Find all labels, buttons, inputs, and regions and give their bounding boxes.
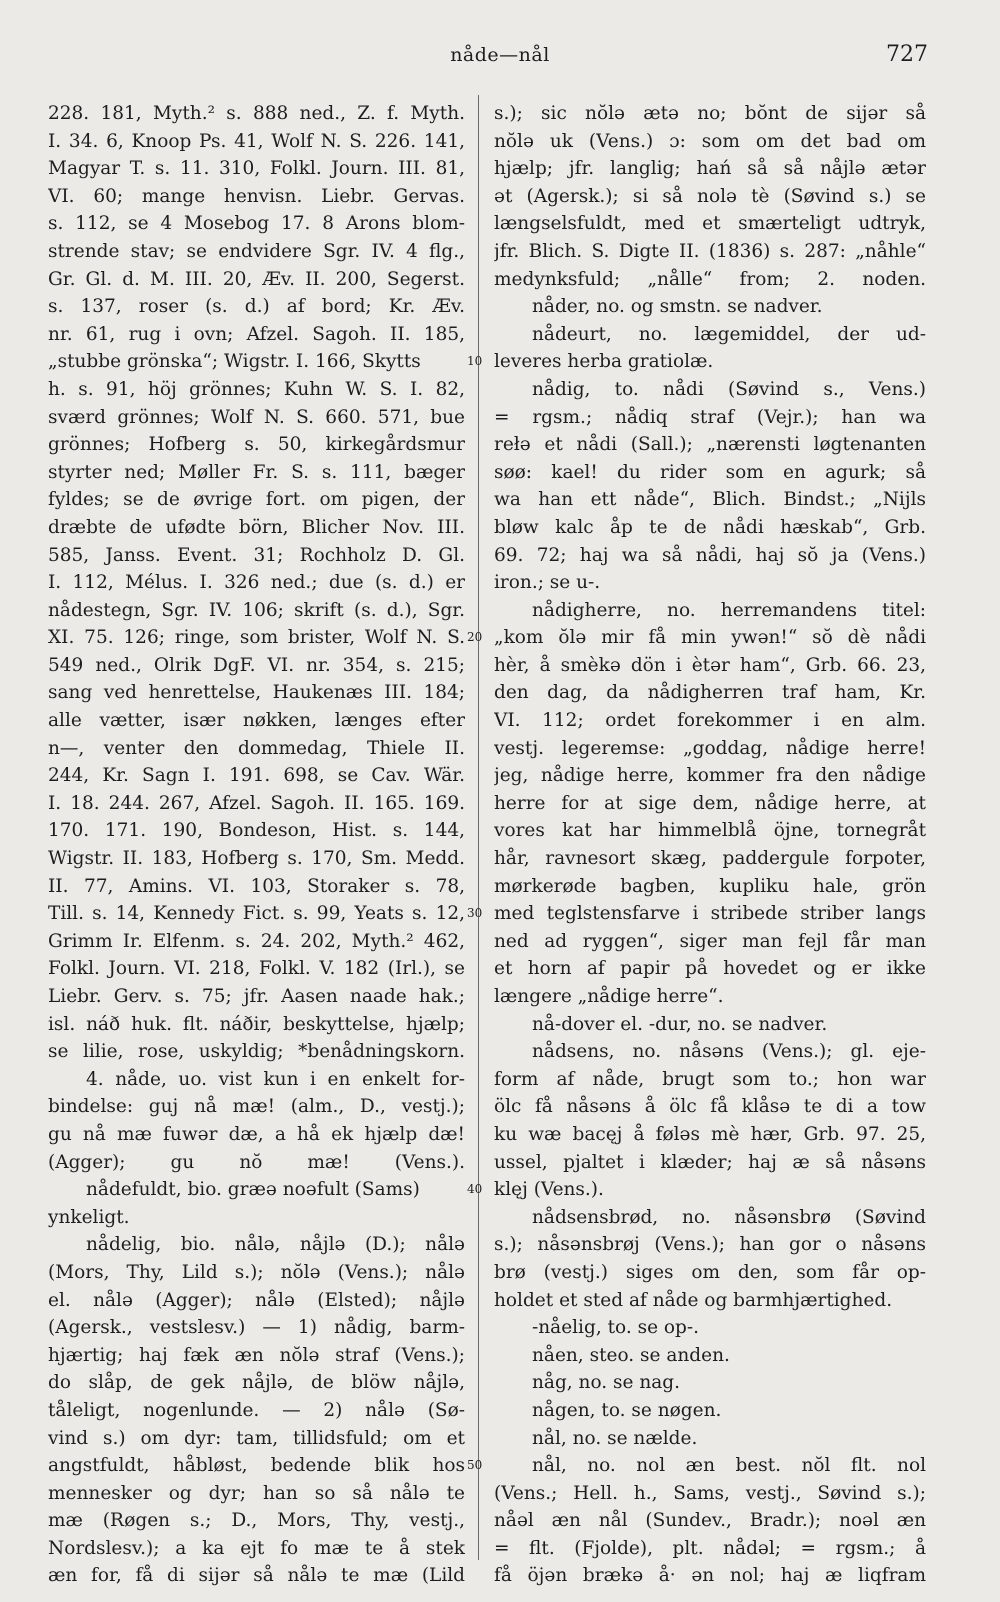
right-column-line: nål, no. se nælde. xyxy=(532,1427,698,1449)
left-column-line: el. nålə (Agger); nålə (Elsted); nåjlə xyxy=(48,1289,465,1311)
left-column-line: hjærtig; haj fæk æn nŏlə straf (Vens.); xyxy=(48,1344,465,1366)
left-column-line: styrter ned; Møller Fr. S. s. 111, bæger xyxy=(48,461,465,483)
right-column-line: længere „nådige herre“. xyxy=(494,986,724,1007)
left-column-line: Till. s. 14, Kennedy Fict. s. 99, Yeats s. 12, xyxy=(48,903,465,925)
right-column-line: = rgsm.; nådiq straf (Vejr.); han wa xyxy=(494,406,926,428)
right-column-line: nåen, steo. se anden. xyxy=(532,1344,730,1366)
right-column-line: form af nåde, brugt som to.; hon war xyxy=(494,1068,926,1090)
page-number: 727 xyxy=(886,42,928,67)
left-column-line: I. 112, Mélus. I. 326 ned.; due (s. d.) er xyxy=(48,572,465,594)
right-column-line: ət (Agersk.); si så nolə tè (Søvind s.) se xyxy=(494,185,926,207)
right-column-line: vores kat har himmelblå öjne, tornegråt xyxy=(494,820,926,842)
left-column-line: dræbte de ufødte börn, Blicher Nov. III. xyxy=(48,516,465,538)
left-column-line: ynkeligt. xyxy=(48,1206,130,1228)
right-column-line: hjælp; jfr. langlig; hań så så nåjlə ætər xyxy=(494,158,926,180)
left-column-line: (Agersk., vestslesv.) — 1) nådig, barm- xyxy=(48,1317,465,1339)
left-column-line: tåleligt, nogenlunde. — 2) nålə (Sø- xyxy=(48,1399,465,1421)
right-column-line: nåder, no. og smstn. se nadver. xyxy=(532,296,823,318)
left-column-line: angstfuldt, håbløst, bedende blik hos xyxy=(48,1455,465,1477)
right-column-line: nå-dover el. -dur, no. se nadver. xyxy=(532,1013,828,1035)
right-column-line: længselsfuldt, med et smærteligt udtryk, xyxy=(494,213,926,235)
right-column-line: ku wæ bacęj å føləs mè hær, Grb. 97. 25, xyxy=(494,1123,926,1145)
left-column-line: strende stav; se endvidere Sgr. IV. 4 flg., xyxy=(48,240,465,262)
right-column-line: herre for at sige dem, nådige herre, at xyxy=(494,792,926,814)
left-column-line: II. 77, Amins. VI. 103, Storaker s. 78, xyxy=(48,875,465,897)
left-column-line: s. 112, se 4 Mosebog 17. 8 Arons blom- xyxy=(48,213,465,235)
right-column-line: iron.; se u-. xyxy=(494,572,601,594)
left-column-line: 585, Janss. Event. 31; Rochholz D. Gl. xyxy=(48,544,465,566)
left-column-line: mennesker og dyr; han so så nålə te xyxy=(48,1482,465,1504)
left-column-line: grönnes; Hofberg s. 50, kirkegårdsmur xyxy=(48,434,465,456)
left-column-line: „stubbe grönska“; Wigstr. I. 166, Skytts xyxy=(48,351,421,373)
right-column-line: hår, ravnesort skæg, paddergule forpoter, xyxy=(494,848,926,870)
right-column-line: -nåelig, to. se op-. xyxy=(532,1317,700,1339)
left-column-line: 228. 181, Myth.² s. 888 ned., Z. f. Myth. xyxy=(48,103,465,124)
left-column-line: gu nå mæ fuwər dæ, a hå ek hjælp dæ! xyxy=(48,1123,465,1145)
right-column-line: „kom ŏlə mir få min ywən!“ sŏ dè nådi xyxy=(494,627,926,649)
right-column-line: s.); nåsənsbrøj (Vens.); han gor o nåsəns xyxy=(494,1234,926,1256)
left-column-line: 549 ned., Olrik DgF. VI. nr. 354, s. 215; xyxy=(48,654,465,676)
right-column-line: brø (vestj.) siges om den, som får op- xyxy=(494,1261,926,1283)
left-column-line: (Agger); gu nŏ mæ! (Vens.). xyxy=(48,1151,465,1173)
right-column-line: få öjən brækə å· ən nol; haj æ liqfram xyxy=(494,1565,926,1587)
left-column xyxy=(48,100,465,1590)
right-column-line: søø: kael! du rider som en agurk; så xyxy=(494,461,926,483)
right-column-line: ölc få nåsəns å ölc få klåsə te di a tow xyxy=(494,1096,926,1118)
left-column-line: (Mors, Thy, Lild s.); nŏlə (Vens.); nålə xyxy=(48,1261,465,1283)
right-column-line: et horn af papir på hovedet og er ikke xyxy=(494,958,926,980)
right-column-line: den dag, da nådigherren traf ham, Kr. xyxy=(494,682,926,704)
right-column-line: bløw kalc åp te de nådi hæskab“, Grb. xyxy=(494,516,926,538)
right-column-line: holdet et sted af nåde og barmhjærtighed. xyxy=(494,1289,893,1311)
left-column-line: fyldes; se de øvrige fort. om pigen, der xyxy=(48,489,465,511)
right-column-line: ussel, pjaltet i klæder; haj æ så nåsəns xyxy=(494,1151,926,1173)
line-number: 20 xyxy=(467,630,483,645)
right-column-line: någ, no. se nag. xyxy=(532,1372,681,1394)
right-column-line: VI. 112; ordet forekommer i en alm. xyxy=(494,710,926,732)
right-column-line: s.); sic nŏlə ætə no; bŏnt de sijər så xyxy=(494,103,926,124)
right-column-line: nådeurt, no. lægemiddel, der ud- xyxy=(532,323,926,345)
right-column-line: jeg, nådige herre, kommer fra den nådige xyxy=(494,765,926,787)
left-column-line: nådelig, bio. nålə, nåjlə (D.); nålə xyxy=(86,1234,465,1256)
left-column-line: bindelse: guj nå mæ! (alm., D., vestj.); xyxy=(48,1096,465,1118)
right-column-line: nådig, to. nådi (Søvind s., Vens.) xyxy=(532,378,926,400)
right-column-line: nådsens, no. nåsəns (Vens.); gl. eje- xyxy=(532,1041,926,1063)
column-divider xyxy=(478,95,479,1560)
right-column-line: = flt. (Fjolde), plt. nådəl; = rgsm.; å xyxy=(494,1537,926,1559)
line-number: 10 xyxy=(467,354,483,369)
right-column-line: klęj (Vens.). xyxy=(494,1179,604,1201)
left-column-line: 4. nåde, uo. vist kun i en enkelt for- xyxy=(86,1068,465,1090)
right-column-line: nådsensbrød, no. nåsənsbrø (Søvind xyxy=(532,1206,926,1228)
line-number: 40 xyxy=(467,1182,483,1197)
left-column-line: Grimm Ir. Elfenm. s. 24. 202, Myth.² 462, xyxy=(48,930,465,952)
left-column-line: Liebr. Gerv. s. 75; jfr. Aasen naade hak.; xyxy=(48,986,465,1007)
right-column-line: (Vens.; Hell. h., Sams, vestj., Søvind s.); xyxy=(494,1482,926,1504)
right-column-line: nŏlə uk (Vens.) ɔ: som om det bad om xyxy=(494,130,926,152)
left-column-line: nr. 61, rug i ovn; Afzel. Sagoh. II. 185, xyxy=(48,323,465,345)
left-column-line: do slåp, de gek nåjlə, de blöw nåjlə, xyxy=(48,1372,465,1394)
left-column-line: Folkl. Journ. VI. 218, Folkl. V. 182 (Irl.), se xyxy=(48,958,465,980)
right-column-line: rełə et nådi (Sall.); „nærensti løgtenanten xyxy=(494,434,926,456)
right-column-line: 69. 72; haj wa så nådi, haj sŏ ja (Vens.) xyxy=(494,544,926,566)
left-column-line: Gr. Gl. d. M. III. 20, Æv. II. 200, Segerst. xyxy=(48,268,465,290)
line-number: 50 xyxy=(467,1458,483,1473)
left-column-line: I. 34. 6, Knoop Ps. 41, Wolf N. S. 226. 141, xyxy=(48,130,465,152)
right-column-line: vestj. legeremse: „goddag, nådige herre! xyxy=(494,737,926,759)
left-column-line: 244, Kr. Sagn I. 191. 698, se Cav. Wär. xyxy=(48,765,465,787)
left-column-line: Magyar T. s. 11. 310, Folkl. Journ. III. 81, xyxy=(48,158,465,180)
left-column-line: sværd grönnes; Wolf N. S. 660. 571, bue xyxy=(48,406,465,428)
right-column-line: någen, to. se nøgen. xyxy=(532,1399,722,1421)
left-column-line: n—, venter den dommedag, Thiele II. xyxy=(48,737,465,759)
left-column-line: VI. 60; mange henvisn. Liebr. Gervas. xyxy=(48,185,465,207)
left-column-line: nådestegn, Sgr. IV. 106; skrift (s. d.), Sgr. xyxy=(48,599,465,621)
right-column-line: hèr, å smèkə dön i ètər ham“, Grb. 66. 23, xyxy=(494,654,926,676)
left-column-line: 170. 171. 190, Bondeson, Hist. s. 144, xyxy=(48,820,465,842)
right-column-line: med teglstensfarve i stribede striber langs xyxy=(494,903,926,925)
right-column-line: wa han ett nåde“, Blich. Bindst.; „Nijls xyxy=(494,489,926,511)
right-column xyxy=(494,100,926,1590)
left-column-line: sang ved henrettelse, Haukenæs III. 184; xyxy=(48,682,465,704)
left-column-line: isl. náð huk. flt. náðir, beskyttelse, hjælp; xyxy=(48,1013,465,1035)
right-column-line: jfr. Blich. S. Digte II. (1836) s. 287: „nåhle“ xyxy=(494,240,926,262)
line-number: 30 xyxy=(467,906,483,921)
right-column-line: medynksfuld; „nålle“ from; 2. noden. xyxy=(494,268,926,290)
right-column-line: nåəl æn nål (Sundev., Bradr.); noəl æn xyxy=(494,1510,926,1532)
left-column-line: Nordslesv.); a ka ejt fo mæ te å stek xyxy=(48,1537,465,1559)
left-column-line: XI. 75. 126; ringe, som brister, Wolf N. S. xyxy=(48,627,465,649)
left-column-line: Wigstr. II. 183, Hofberg s. 170, Sm. Medd. xyxy=(48,848,465,870)
left-column-line: nådefuldt, bio. græə noəfult (Sams) xyxy=(86,1179,420,1201)
right-column-line: nådigherre, no. herremandens titel: xyxy=(532,599,926,621)
left-column-line: s. 137, roser (s. d.) af bord; Kr. Æv. xyxy=(48,296,465,318)
left-column-line: mæ (Røgen s.; D., Mors, Thy, vestj., xyxy=(48,1510,465,1532)
left-column-line: se lilie, rose, uskyldig; *benådningskorn. xyxy=(48,1041,465,1063)
right-column-line: leveres herba gratiolæ. xyxy=(494,351,714,373)
right-column-line: nål, no. nol æn best. nŏl flt. nol xyxy=(532,1455,926,1477)
left-column-line: alle vætter, især nøkken, længes efter xyxy=(48,710,465,732)
running-head: nåde—nål xyxy=(450,44,550,66)
left-column-line: I. 18. 244. 267, Afzel. Sagoh. II. 165. 169. xyxy=(48,792,465,814)
left-column-line: h. s. 91, höj grönnes; Kuhn W. S. I. 82, xyxy=(48,378,465,400)
left-column-line: vind s.) om dyr: tam, tillidsfuld; om et xyxy=(48,1427,465,1449)
right-column-line: mørkerøde bagben, kupliku hale, grön xyxy=(494,875,926,897)
right-column-line: ned ad ryggen“, siger man fejl får man xyxy=(494,930,926,952)
left-column-line: æn for, få di sijər så nålə te mæ (Lild xyxy=(48,1565,465,1587)
